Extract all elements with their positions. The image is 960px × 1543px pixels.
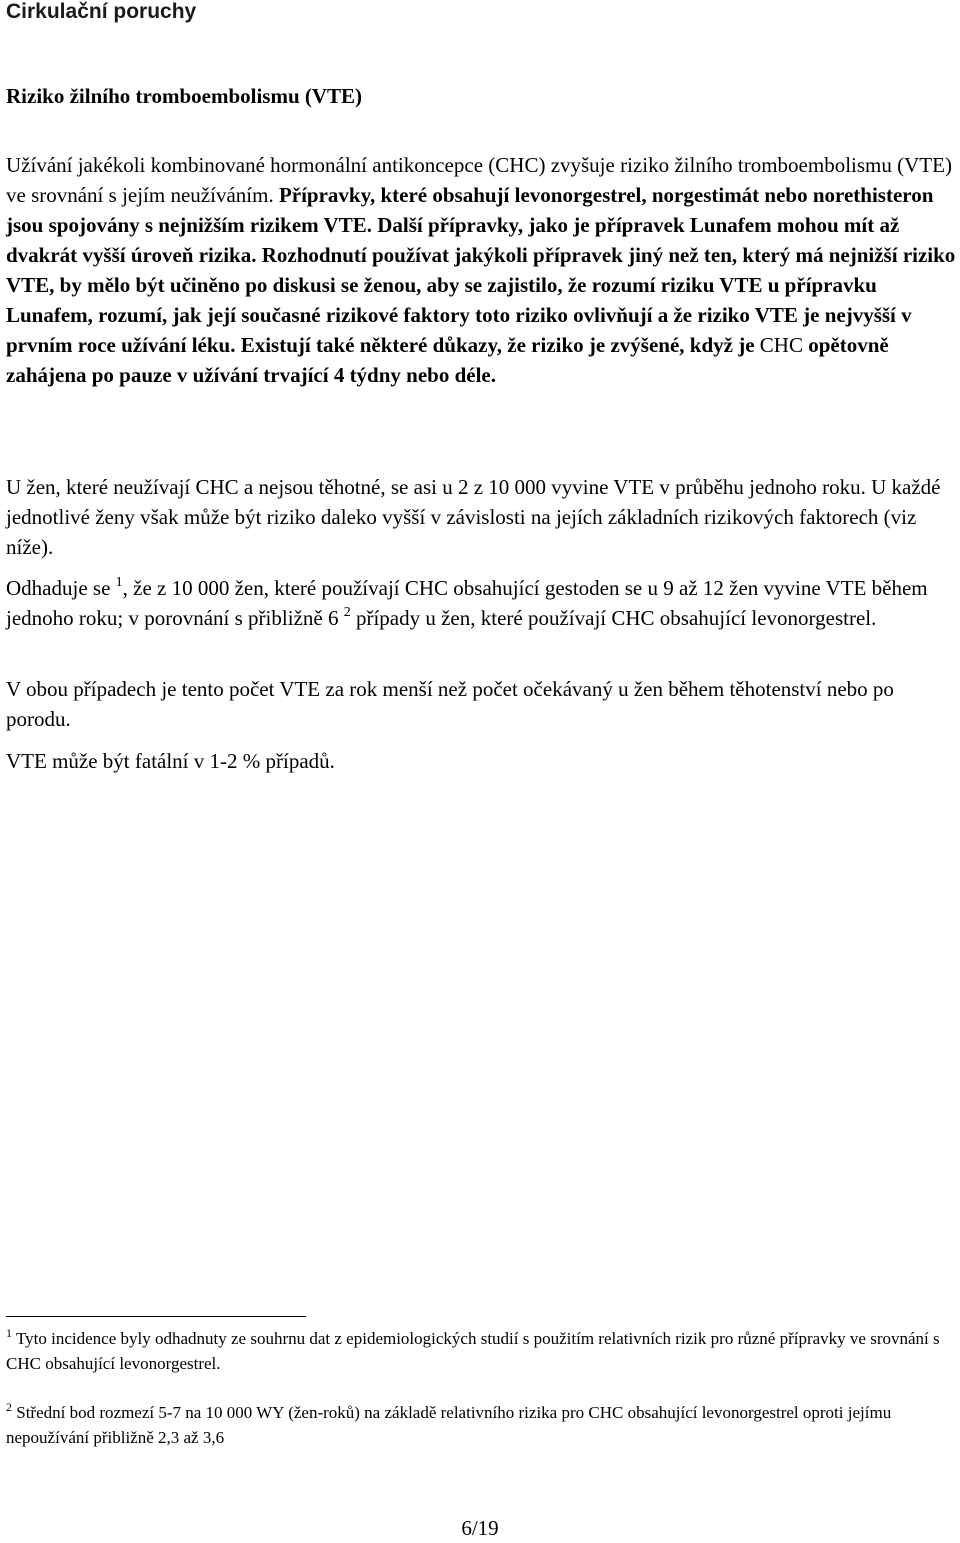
footnote-1-text: Tyto incidence byly odhadnuty ze souhrnu dat z epidemiologických studií s použitím relativních rizik pro různé přípravky ve srovnání s CHC obsahující levonorgestrel. <box>6 1329 940 1373</box>
paragraph-vte-risk-intro-bold: Přípravky, které obsahují levonorgestrel, norgestimát nebo norethisteron jsou spojovány s nejnižším rizikem VTE. Další přípravky, jako je přípravek Lunafem mohou mít až dvakrát vyšší úroveň rizika. Rozhodnutí používat jakýkoli přípravek jiný než ten, který má nejnižší riziko VTE, by mělo být učiněno po diskusi se ženou, aby se zajistilo, že rozumí riziku VTE u přípravku Lunafem, rozumí, jak její současné rizikové faktory toto riziko ovlivňují a že riziko VTE je nejvyšší v prvním roce užívání léku. Existují také některé důkazy, že riziko je zvýšené, když je <box>6 183 956 357</box>
paragraph-fatality: VTE může být fatální v 1-2 % případů. <box>6 749 335 773</box>
footnote-ref-1: 1 <box>115 575 123 590</box>
paragraph-gestoden-part3: případy u žen, které používají CHC obsahující levonorgestrel. <box>355 606 877 630</box>
footnote-1 <box>6 1326 958 1376</box>
footnote-2-marker: 2 <box>6 1400 12 1414</box>
paragraph-non-users-risk: U žen, které neužívají CHC a nejsou těhotné, se asi u 2 z 10 000 vyvine VTE v průběhu jednoho roku. U každé jednotlivé ženy však může být riziko daleko vyšší v závislosti na jejích základních rizikových faktorech (viz níže). <box>6 475 941 559</box>
footnote-2-text: Střední bod rozmezí 5-7 na 10 000 WY (žen-roků) na základě relativního rizika pro CHC obsahující levonorgestrel oproti jejímu nepoužívání přibližně 2,3 až 3,6 <box>6 1403 892 1447</box>
footnote-separator <box>6 1316 306 1317</box>
paragraph-gestoden-part2: , že z 10 000 žen, které používají CHC obsahující gestoden se u 9 až 12 žen vyvine VTE během jednoho roku; v porovnání s přibližně 6 <box>6 576 928 630</box>
footnote-2 <box>6 1400 958 1450</box>
paragraph-vte-risk-intro-bold-end: opětovně zahájena po pauze v užívání trvající 4 týdny nebo déle. <box>6 333 889 387</box>
page-number: 6/19 <box>461 1516 499 1540</box>
paragraph-gestoden-part1: Odhaduje se <box>6 576 111 600</box>
footnote-ref-2: 2 <box>343 605 351 620</box>
paragraph-pregnancy-comparison: V obou případech je tento počet VTE za rok menší než počet očekávaný u žen během těhotenství nebo po porodu. <box>6 677 894 731</box>
footnote-1-marker: 1 <box>6 1326 12 1340</box>
paragraph-vte-risk-intro <box>6 150 958 390</box>
paragraph-gestoden-estimate <box>6 573 958 633</box>
paragraph-vte-risk-intro-normal: Užívání jakékoli kombinované hormonální antikoncepce (CHC) zvyšuje riziko žilního tromboembolismu (VTE) ve srovnání s jejím neužíváním. <box>6 153 952 207</box>
paragraph-vte-risk-intro-chc: CHC <box>759 333 803 357</box>
subsection-title: Riziko žilního tromboembolismu (VTE) <box>6 84 363 108</box>
section-title: Cirkulační poruchy <box>6 0 197 23</box>
